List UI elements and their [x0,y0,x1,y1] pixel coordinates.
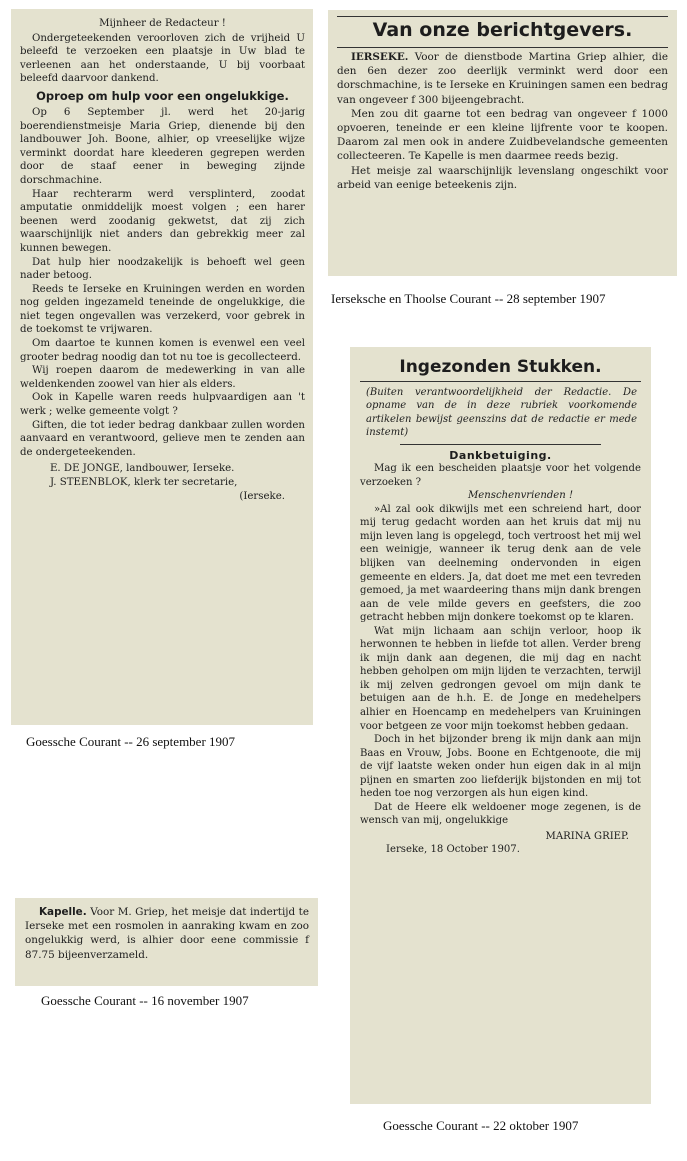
paragraph: Haar rechterarm werd versplinterd, zoodat amputatie onmiddelijk moest volgen ; een harer beenen werd zoodanig gekwetst, dat zij zich waarschijnlijk niet anders dan gebrekkig meer zal kunnen bewegen. [20,188,305,254]
paragraph: Het meisje zal waarschijnlijk levenslang ongeschikt voor arbeid van eenige beteekenis zijn. [337,164,668,191]
paragraph: »Al zal ook dikwijls met een schreiend hart, door mij terug gedacht worden aan het kruis dat mij nu mijn leven lang is opgelegd, toch vertroost het mij wel een weinigje, wanneer ik terug denk aan de vele blijken van deelneming ondervonden in eigen gemeente en elders. Ja, dat doet me met een tevreden gemoed, ja met waardeering thans mijn dank brengen aan de vele milde gevers en geefsters, die zoo getracht hebben mijn donkere toekomst op te klaren. [360,503,641,624]
divider [360,381,641,382]
paragraph: Doch in het bijzonder breng ik mijn dank aan mijn Baas en Vrouw, Jobs. Boone en Echtgenoote, die mij de vijf laatste weken onder hun eigen dak in al mijn pijnen en smarten zoo liefderijk bijstonden en mij tot heden toe nog verzorgen als hun eigen kind. [360,734,641,800]
section-heading: Van onze berichtgevers. [372,19,633,41]
paragraph: Wat mijn lichaam aan schijn verloor, hoop ik herwonnen te hebben in liefde tot allen. Verder breng ik mijn dank aan degenen, die mij dag en nacht hebben geholpen om mijn lijden te verzachten, terwijl ik mij zelven gedrongen gevoel om mijn dank te betuigen aan de h.h. E. de Jonge en medehelpers alhier en Hoencamp en medehelpers van Kruiningen voor betgeen ze voor mijn toekomst hebben gedaan. [360,625,641,732]
divider [400,444,601,445]
place-name: Kapelle. [39,906,87,918]
paragraph-text: Voor M. Griep, het meisje dat indertijd te Ierseke met een rosmolen in aanraking kwam en zoo ongelukkig werd, is alhier door eene commissie f 87.75 bijeenverzameld. [25,906,309,961]
disclaimer: (Buiten verantwoordelijkheid der Redactie. De opname van de in deze rubriek voorkomende artikelen bewijst geenszins dat de redactie er mede instemt) [366,387,637,439]
salutation: Menschenvrienden ! [467,490,574,502]
paragraph: Om daartoe te kunnen komen is evenwel een veel grooter bedrag noodig dan tot nu toe is gecollecteerd. [20,338,305,363]
caption: Goessche Courant -- 22 oktober 1907 [383,1118,579,1133]
intro-paragraph: Ondergeteekenden veroorloven zich de vrijheid U beleefd te verzoeken een plaatsje in Uw blad te verleenen aan het onderstaande, U bij voorbaat beleefd daarvoor dankend. [20,32,305,85]
signature-place: (Ierseke. [239,490,285,502]
place-name: IERSEKE. [351,51,409,63]
paragraph: Giften, die tot ieder bedrag dankbaar zullen worden aanvaard en verantwoord, gelieve men te zenden aan de ondergeteekenden. [20,419,305,458]
intro-paragraph: Mag ik een bescheiden plaatsje voor het volgende verzoeken ? [360,463,641,488]
paragraph-text: Voor de dienstbode Martina Griep alhier, die den 6en dezer zoo deerlijk verminkt werd door een dorschmachine, is te Ierseke en Kruiningen samen een bedrag van ongeveer f 300 bijeengebracht. [337,51,668,106]
dateline: Ierseke, 18 October 1907. [386,844,520,856]
paragraph: Reeds te Ierseke en Kruiningen werden en worden nog gelden ingezameld teneinde de ongelukkige, die niet tegen ongevallen was verzekerd, voor gebrek in de toekomst te vrijwaren. [20,283,305,336]
salutation: Mijnheer de Redacteur ! [99,18,226,29]
paragraph: Op 6 September jl. werd het 20-jarig boerendienstmeisje Maria Griep, dienende bij den landbouwer Joh. Boone, alhier, op vreeselijke wijze verminkt doordat hare kleederen gegrepen werden door de staaf eener in beweging zijnde dorschmachine. [20,106,305,186]
clipping-goessche-22-okt [350,347,651,1104]
article-title: Dankbetuiging. [449,448,552,462]
divider [337,47,668,48]
signature: J. STEENBLOK, klerk ter secretarie, [50,477,238,488]
paragraph: Dat de Heere elk weldoener moge zegenen, is de wensch van mij, ongelukkige [360,801,641,827]
paragraph: Dat hulp hier noodzakelijk is behoeft wel geen nader betoog. [20,256,305,282]
signature: MARINA GRIEP. [545,830,629,842]
article-title: Oproep om hulp voor een ongelukkige. [36,88,289,103]
caption: Goessche Courant -- 26 september 1907 [26,734,236,749]
paragraph: Ook in Kapelle waren reeds hulpvaardigen aan 't werk ; welke gemeente volgt ? [20,392,305,418]
clipping-goessche-16-nov [15,898,318,986]
caption: Goessche Courant -- 16 november 1907 [41,993,249,1008]
paragraph [25,905,309,962]
paragraph: Men zou dit gaarne tot een bedrag van ongeveer f 1000 opvoeren, teneinde er een kleine lijfrente voor te koopen. Daarom zal men ook in andere Zuidbevelandsche gemeenten collecteeren. Te Kapelle is men daarmee reeds bezig. [337,107,668,163]
section-heading: Ingezonden Stukken. [399,357,602,377]
clipping-ierseksche-28-sep [328,10,677,276]
paragraph [337,50,668,107]
signature: E. DE JONGE, landbouwer, Ierseke. [50,463,235,475]
clipping-goessche-26-sep [11,9,313,725]
caption: Ierseksche en Thoolse Courant -- 28 september 1907 [331,291,606,306]
paragraph: Wij roepen daarom de medewerking in van alle weldenkenden zoowel van hier als elders. [20,365,305,390]
